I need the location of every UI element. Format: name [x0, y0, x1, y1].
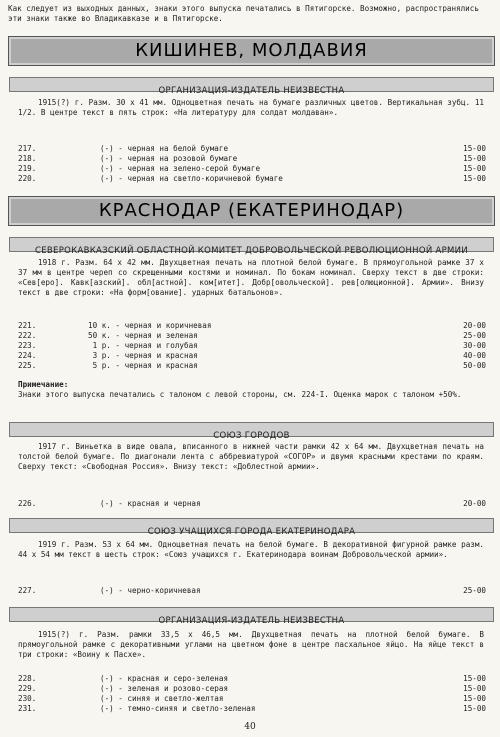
city-banner-kishinev: [8, 36, 495, 66]
org-bar-krasnodar: [9, 237, 494, 256]
item-number: 231.: [18, 704, 37, 713]
note-title: Примечание:: [18, 380, 69, 389]
item-description: (-) - черная на розовой бумаге: [100, 154, 238, 163]
catalog-row: [18, 154, 486, 164]
catalog-row: [18, 164, 486, 174]
org-bar-soyuz-uchashchikhsya: [9, 518, 494, 537]
catalog-row: [18, 361, 486, 371]
item-price: 50-00: [463, 361, 486, 370]
item-description: (-) - красная и серо-зеленая: [100, 674, 229, 683]
org-title: СЕВЕРОКАВКАЗСКИЙ ОБЛАСТНОЙ КОМИТЕТ ДОБРОВОЛЬЧЕСКОЙ РЕВОЛЮЦИОННОЙ АРМИИ: [35, 246, 468, 256]
item-number: 218.: [18, 154, 37, 163]
item-description: (-) - зеленая и розово-серая: [100, 684, 229, 693]
catalog-list-soyuz-uchashchikhsya: [18, 586, 486, 596]
item-number: 224.: [18, 351, 37, 360]
catalog-row: [18, 704, 486, 714]
item-number: 223.: [18, 341, 37, 350]
catalog-row: [18, 331, 486, 341]
catalog-row: [18, 674, 486, 684]
city-banner-krasnodar: [8, 196, 495, 226]
item-description: 3 р. - черная и красная: [88, 351, 198, 360]
city-title: КРАСНОДАР (ЕКАТЕРИНОДАР): [98, 200, 405, 221]
note-krasnodar: [18, 380, 488, 400]
item-description: 1 р. - черная и голубая: [88, 341, 198, 350]
item-description: (-) - темно-синяя и светло-зеленая: [100, 704, 256, 713]
item-price: 20-00: [463, 499, 486, 508]
item-price: 15-00: [463, 684, 486, 693]
item-price: 25-00: [463, 331, 486, 340]
item-description: (-) - черная на белой бумаге: [100, 144, 229, 153]
org-title: ОРГАНИЗАЦИЯ-ИЗДАТЕЛЬ НЕИЗВЕСТНА: [158, 86, 345, 96]
top-note: Как следует из выходных данных, знаки этого выпуска печатались в Пятигорске. Возможно, распространялись эти знаки также во Владикавказе и в Пятигорске.: [8, 4, 479, 23]
item-description: 50 к. - черная и зеленая: [88, 331, 198, 340]
catalog-row: [18, 351, 486, 361]
item-number: 226.: [18, 499, 37, 508]
item-description: (-) - черная на светло-коричневой бумаге: [100, 174, 283, 183]
item-number: 222.: [18, 331, 37, 340]
catalog-row: [18, 144, 486, 154]
item-price: 40-00: [463, 351, 486, 360]
item-number: 221.: [18, 321, 37, 330]
org-title: ОРГАНИЗАЦИЯ-ИЗДАТЕЛЬ НЕИЗВЕСТНА: [158, 616, 345, 626]
description-unknown-2: 1915(?) г. Разм. рамки 33,5 x 46,5 мм. Двухцветная печать на плотной белой бумаге. В прямоугольной рамке с декоративными углами на цветном фоне в центре пасхальное яйцо. На яйце текст в три строки: «Воину к Пасхе».: [18, 630, 484, 659]
catalog-row: [18, 694, 486, 704]
item-number: 225.: [18, 361, 37, 370]
item-number: 230.: [18, 694, 37, 703]
item-description: (-) - красная и черная: [100, 499, 201, 508]
catalog-row: [18, 586, 486, 596]
catalog-row: [18, 341, 486, 351]
catalog-row: [18, 321, 486, 331]
item-price: 20-00: [463, 321, 486, 330]
item-price: 15-00: [463, 154, 486, 163]
catalog-row: [18, 684, 486, 694]
catalog-list-unknown-2: [18, 674, 486, 714]
org-title: СОЮЗ УЧАЩИХСЯ ГОРОДА ЕКАТЕРИНОДАРА: [147, 527, 356, 537]
item-price: 15-00: [463, 144, 486, 153]
description-kishinev: 1915(?) г. Разм. 30 x 41 мм. Одноцветная печать на бумаге различных цветов. Вертикальная зубц. 11 1/2. В центре текст в пять строк: «На литературу для солдат молдаван».: [18, 98, 484, 117]
item-price: 15-00: [463, 174, 486, 183]
item-number: 219.: [18, 164, 37, 173]
org-bar-soyuz-gorodov: [9, 422, 494, 441]
item-price: 15-00: [463, 674, 486, 683]
item-price: 25-00: [463, 586, 486, 595]
page-number: 40: [244, 722, 256, 732]
org-bar-unknown-2: [9, 607, 494, 626]
catalog-row: [18, 174, 486, 184]
item-description: (-) - черно-коричневая: [100, 586, 201, 595]
catalog-list-krasnodar: [18, 321, 486, 371]
city-title: КИШИНЕВ, МОЛДАВИЯ: [135, 40, 368, 61]
item-price: 15-00: [463, 694, 486, 703]
item-number: 217.: [18, 144, 37, 153]
item-price: 30-00: [463, 341, 486, 350]
item-number: 227.: [18, 586, 37, 595]
description-krasnodar: 1918 г. Разм. 64 x 42 мм. Двухцветная печать на плотной белой бумаге. В прямоугольной рамке 37 x 37 мм в центре череп со скрещенными костями и номинал. По бокам номинал. Сверху текст в две строки: «Сев[еро]. Кавк[азский]. обл[астной]. ком[итет]. Добр[овольческой]. рев[олюционной]. Армии». Внизу текст в две строки: «На форм[ование]. ударных батальонов».: [18, 258, 484, 297]
catalog-list-kishinev: [18, 144, 486, 184]
description-soyuz-uchashchikhsya: 1919 г. Разм. 53 x 64 мм. Одноцветная печать на белой бумаге. В декоративной фигурной рамке разм. 44 x 54 мм текст в шесть строк: «Союз учащихся г. Екатеринодара воинам Добровольческой армии».: [18, 540, 484, 559]
item-number: 220.: [18, 174, 37, 183]
item-description: 10 к. - черная и коричневая: [88, 321, 212, 330]
item-number: 229.: [18, 684, 37, 693]
catalog-list-soyuz-gorodov: [18, 499, 486, 509]
item-price: 15-00: [463, 704, 486, 713]
item-description: 5 р. - черная и красная: [88, 361, 198, 370]
item-description: (-) - синяя и светло-желтая: [100, 694, 224, 703]
item-price: 15-00: [463, 164, 486, 173]
catalog-row: [18, 499, 486, 509]
note-text: Знаки этого выпуска печатались с талоном с левой стороны, см. 224-I. Оценка марок с талоном +50%.: [18, 390, 462, 399]
org-bar-kishinev: [9, 77, 494, 96]
item-description: (-) - черная на зелено-серой бумаге: [100, 164, 261, 173]
org-title: СОЮЗ ГОРОДОВ: [213, 431, 290, 441]
item-number: 228.: [18, 674, 37, 683]
description-soyuz-gorodov: 1917 г. Виньетка в виде овала, вписанного в нижней части рамки 42 x 64 мм. Двухцветная печать на толстой белой бумаге. По диагонали лента с аббревиатурой «СОГОР» и двумя красными крестами по краям. Сверху текст: «Свободная Россия». Внизу текст: «Доблестной армии».: [18, 442, 484, 471]
